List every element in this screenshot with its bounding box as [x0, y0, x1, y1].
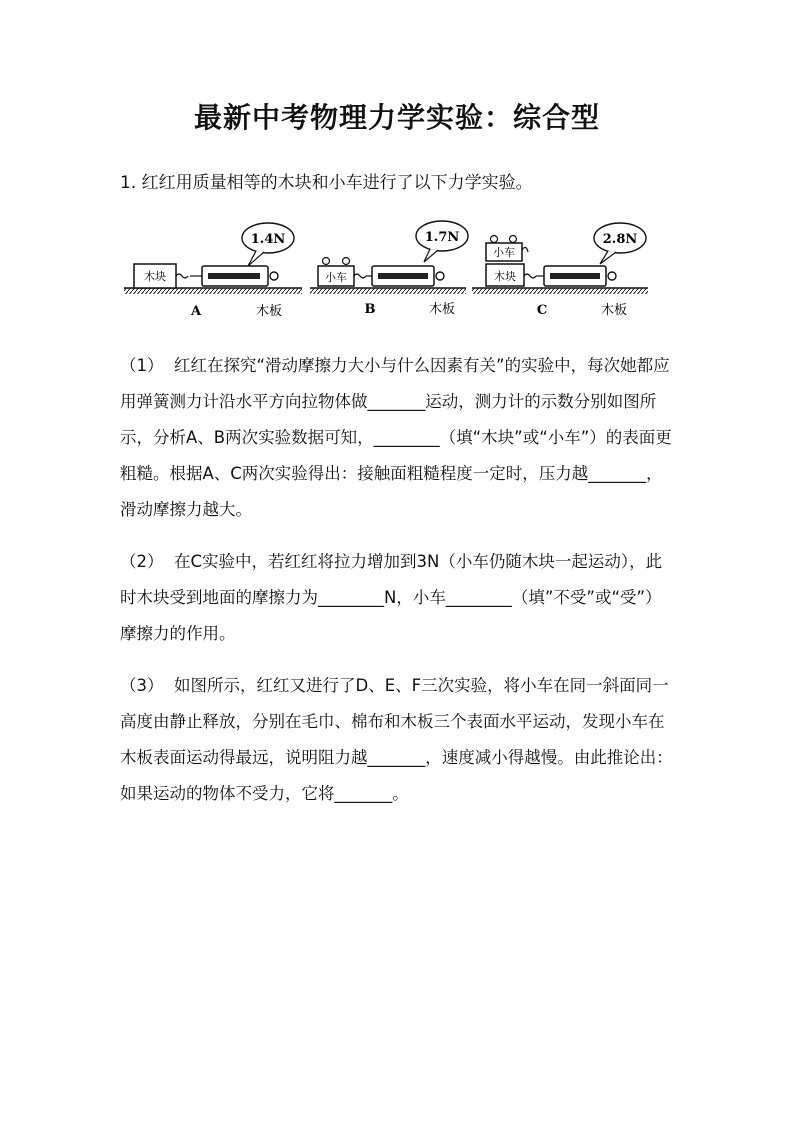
- question-stem: 1. 红红用质量相等的木块和小车进行了以下力学实验。: [120, 173, 533, 193]
- reading-a: 1.4N: [250, 232, 286, 247]
- wood-block-a-label: 木块: [144, 270, 166, 283]
- label-a: A: [190, 304, 202, 319]
- reading-c: 2.8N: [602, 232, 638, 247]
- experiment-a: [124, 223, 302, 319]
- page-title: 最新中考物理力学实验：综合型: [193, 101, 600, 134]
- surface-a: 木板: [255, 304, 283, 319]
- label-c: C: [536, 303, 548, 318]
- experiment-b: [310, 221, 468, 317]
- cart-c-label: 小车: [493, 246, 515, 259]
- paragraph-part-3: （3） 如图所示，红红又进行了D、E、F三次实验，将小车在同一斜面同一高度由静止释放，分别在毛巾、棉布和木板三个表面水平运动，发现小车在木板表面运动得最远，说明阻力越_______，速度减小得越慢。由此推论出：如果运动的物体不受力，它将_______。: [120, 676, 673, 803]
- label-b: B: [364, 302, 376, 317]
- ground-c: [472, 288, 648, 294]
- surface-c: 木板: [600, 303, 628, 318]
- reading-b: 1.7N: [424, 230, 460, 245]
- experiment-figure: [124, 216, 670, 328]
- ground-a: [124, 288, 302, 294]
- paragraph-part-2: （2） 在C实验中，若红红将拉力增加到3N（小车仍随木块一起运动），此时木块受到地面的摩擦力为________N，小车________（填”不受”或“受”）摩擦力的作用。: [120, 552, 663, 643]
- ground-b: [310, 288, 466, 294]
- cart-b-label: 小车: [325, 271, 347, 284]
- surface-b: 木板: [428, 302, 456, 317]
- paragraph-part-1: （1） 红红在探究“滑动摩擦力大小与什么因素有关”的实验中，每次她都应用弹簧测力计沿水平方向拉物体做_______运动，测力计的示数分别如图所示，分析A、B两次实验数据可知，________（填“木块”或“小车”）的表面更粗糙。根据A、C两次实验得出：接触面粗糙程度一定时，压力越_______，滑动摩擦力越大。: [120, 356, 672, 519]
- experiment-c: [472, 223, 648, 318]
- wood-block-c-label: 木块: [494, 270, 516, 283]
